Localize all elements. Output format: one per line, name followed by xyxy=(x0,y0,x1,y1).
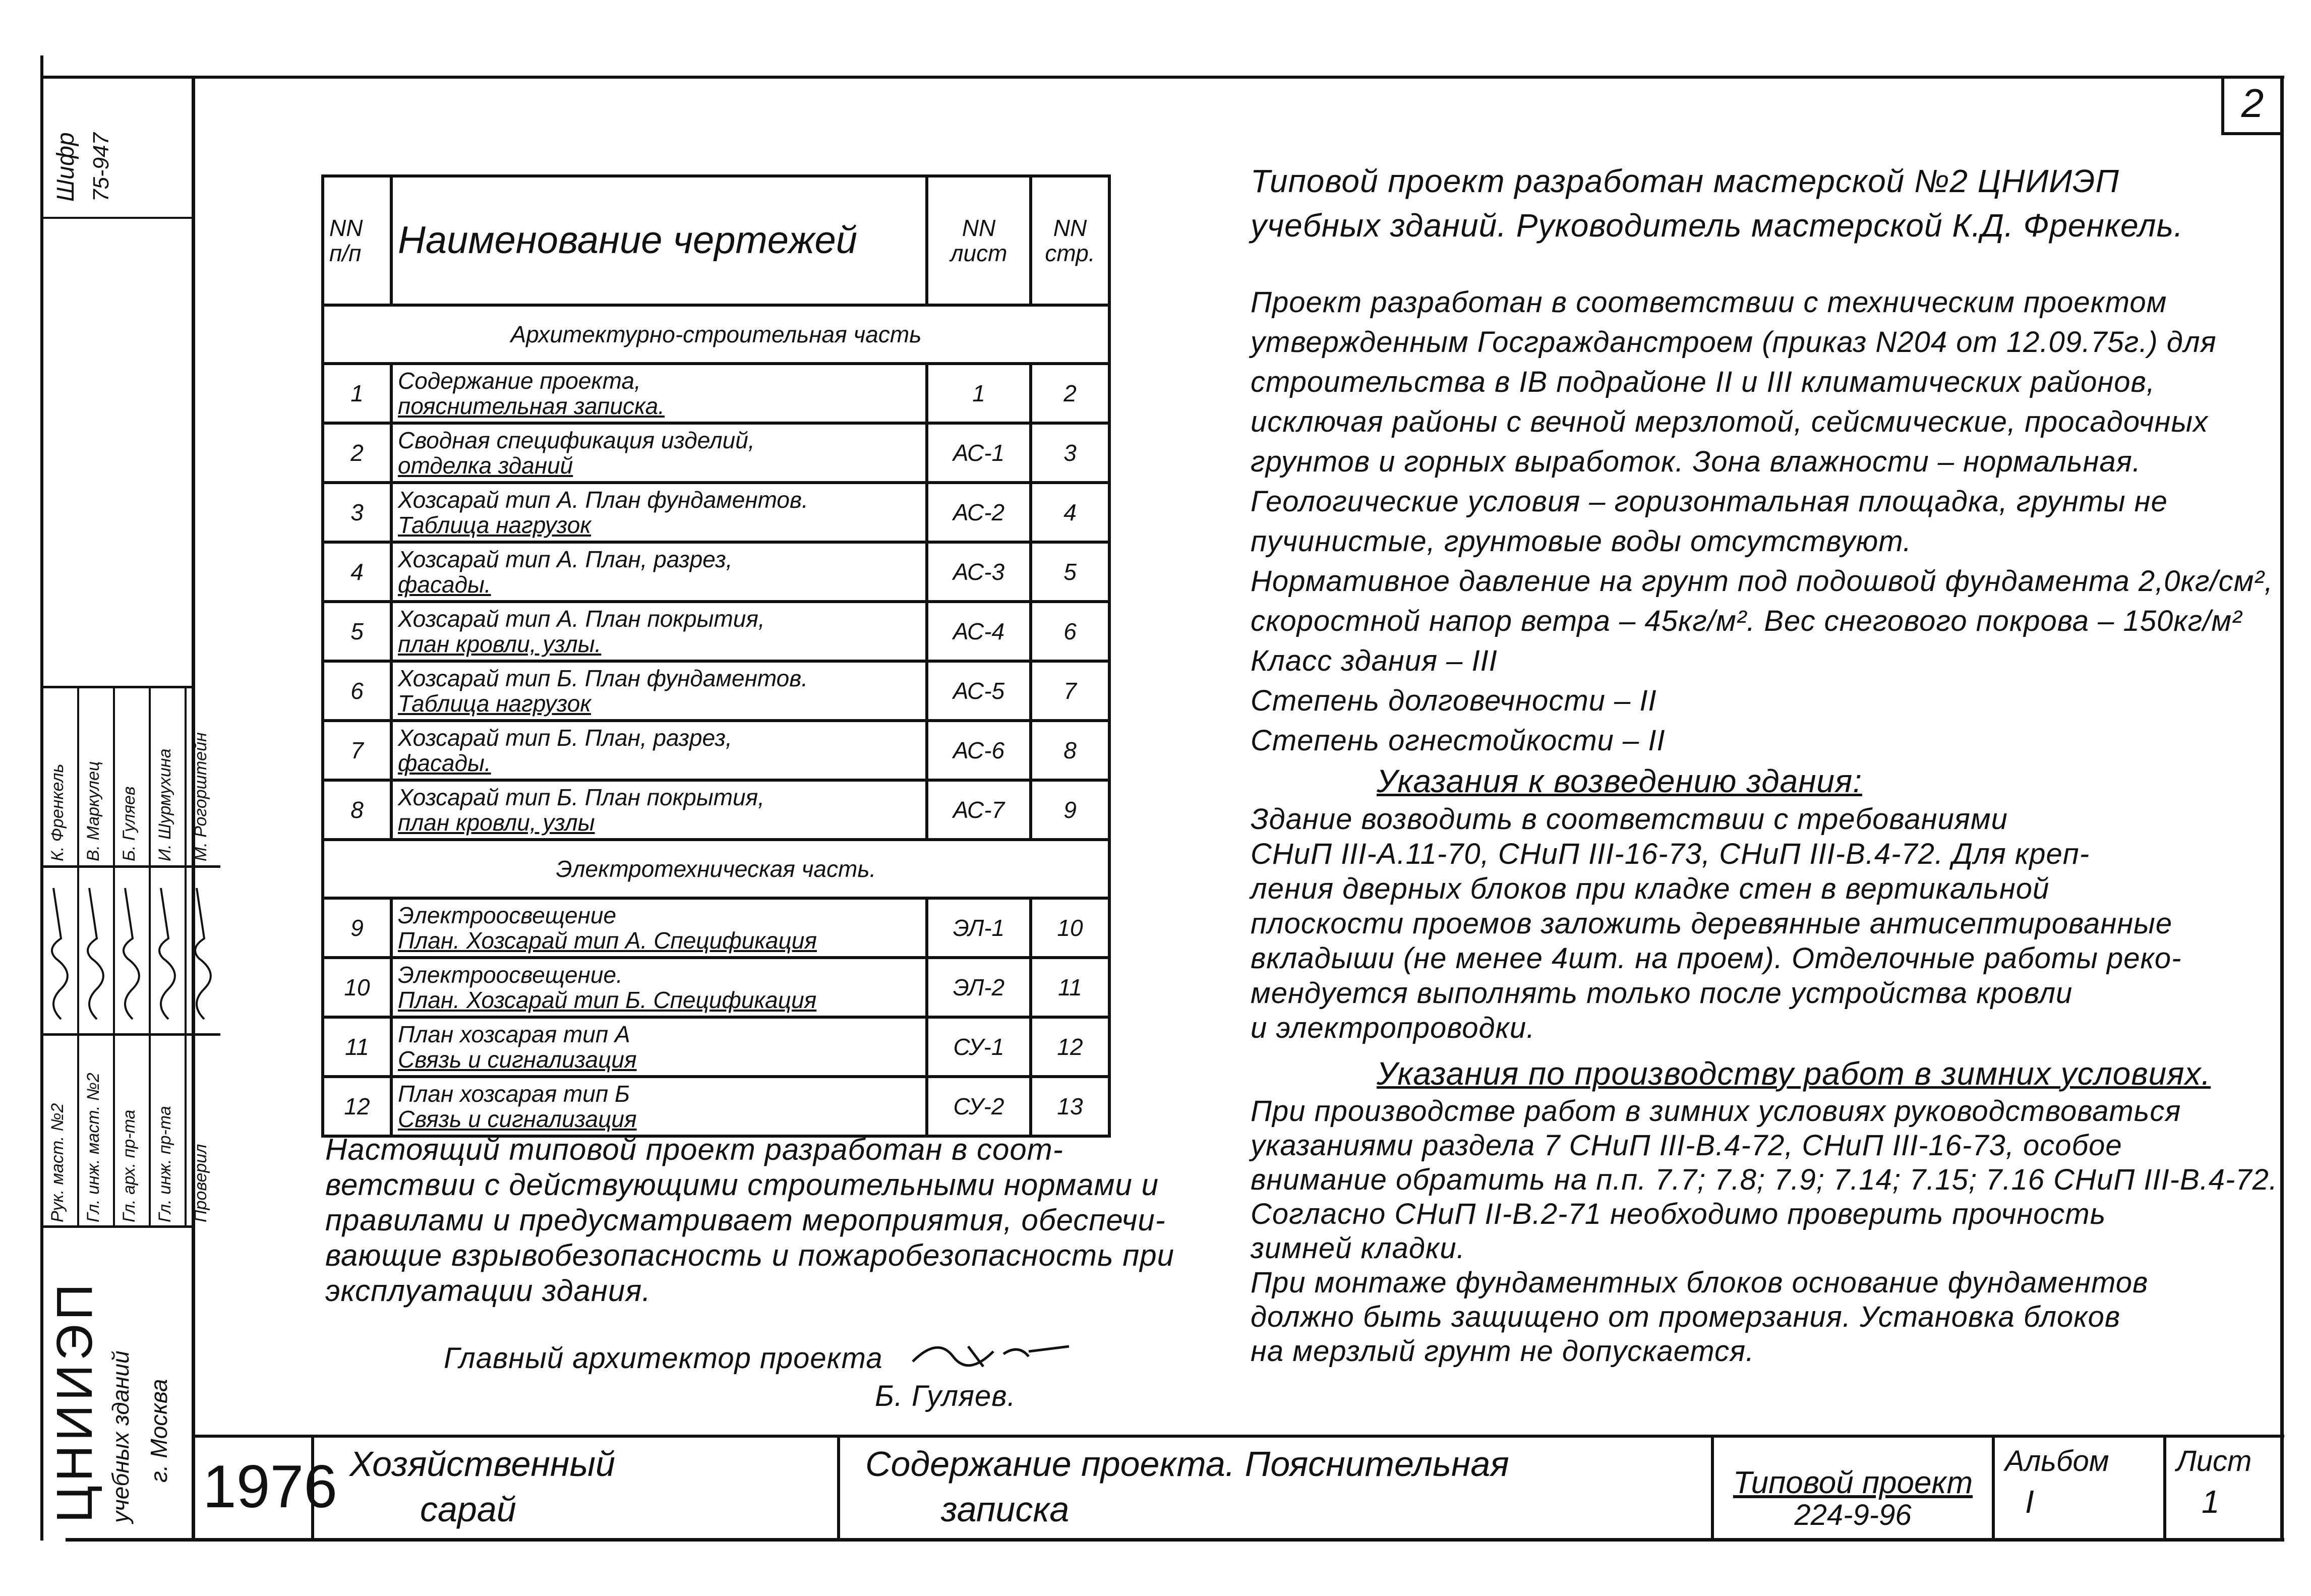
approval-row xyxy=(115,687,151,1226)
approval-role: Гл. инж. пр-та xyxy=(151,1033,185,1226)
text-line: исключая районы с вечной мерзлотой, сейсмические, просадочных xyxy=(1251,405,2209,438)
note-line: эксплуатации здания. xyxy=(325,1274,651,1308)
table-row xyxy=(323,423,1109,483)
tb-content xyxy=(837,1436,1711,1540)
project-author-text xyxy=(1251,159,2183,248)
row-number: 6 xyxy=(323,661,391,721)
text-line: и электропроводки. xyxy=(1251,1012,1535,1044)
note-line: правилами и предусматривает мероприятия, обеспечи- xyxy=(325,1203,1166,1237)
row-page: 4 xyxy=(1031,483,1109,542)
text-line: плоскости проемов заложить деревянные антисептированные xyxy=(1251,907,2173,940)
approval-row xyxy=(79,687,115,1226)
album-label: Альбом xyxy=(2005,1445,2109,1477)
row-name-line2: план кровли, узлы. xyxy=(398,631,602,657)
row-name-line1: Хозсарай тип А. План фундаментов. xyxy=(398,487,808,513)
row-sheet: ЭЛ-2 xyxy=(927,958,1031,1017)
heading-construction: Указания к возведению здания: xyxy=(1377,763,1862,799)
table-section-row xyxy=(323,840,1109,898)
note-line: Настоящий типовой проект разработан в соот- xyxy=(325,1133,1063,1166)
org-name: ЦНИИЭП xyxy=(46,1280,103,1523)
approvals-stamp xyxy=(43,687,210,1226)
table-row xyxy=(323,1017,1109,1077)
construction-instructions xyxy=(1251,802,2181,1045)
row-name-line1: Хозсарай тип Б. План покрытия, xyxy=(398,784,764,810)
cipher-box xyxy=(43,81,190,212)
row-number: 2 xyxy=(323,423,391,483)
row-name xyxy=(391,958,927,1017)
table-row xyxy=(323,364,1109,423)
approval-role: Проверил xyxy=(187,1033,220,1226)
project-code: 224-9-96 xyxy=(1794,1499,1912,1531)
text-line: мендуется выполнять только после устройства кровли xyxy=(1251,977,2073,1010)
row-name xyxy=(391,780,927,840)
signature-icon xyxy=(79,865,113,1033)
note-line: ветствии с действующими строительными нормами и xyxy=(325,1168,1159,1202)
row-number: 11 xyxy=(323,1017,391,1077)
approval-name: М. Рогорштейн xyxy=(191,732,210,861)
row-page: 7 xyxy=(1031,661,1109,721)
table-row xyxy=(323,602,1109,661)
org-line2: учебных зданий xyxy=(107,1350,134,1523)
row-name xyxy=(391,483,927,542)
approval-role: Рук. маст. №2 xyxy=(43,1033,77,1226)
approval-name: Б. Гуляев xyxy=(120,786,139,861)
drawings-table xyxy=(321,174,1111,1138)
row-sheet: СУ-2 xyxy=(927,1077,1031,1136)
row-name-line1: План хозсарая тип А xyxy=(398,1021,630,1047)
row-name-line2: фасады. xyxy=(398,571,491,598)
text-line: Проект разработан в соответствии с техническим проектом xyxy=(1251,286,2167,319)
row-name-line2: план кровли, узлы xyxy=(398,809,595,836)
row-name-line1: Содержание проекта, xyxy=(398,368,641,394)
text-line: Геологические условия – горизонтальная площадка, грунты не xyxy=(1251,485,2168,518)
row-sheet: СУ-1 xyxy=(927,1017,1031,1077)
row-name-line1: План хозсарая тип Б xyxy=(398,1081,630,1107)
text-line: Нормативное давление на грунт под подошвой фундамента 2,0кг/см², xyxy=(1251,565,2273,598)
approval-role: Гл. арх. пр-та xyxy=(115,1033,149,1226)
text-line: на мерзлый грунт не допускается. xyxy=(1251,1335,1755,1368)
header-sheet: NN лист xyxy=(927,176,1031,305)
row-name xyxy=(391,542,927,602)
row-page: 11 xyxy=(1031,958,1109,1017)
frame-top xyxy=(40,76,2284,79)
table-row xyxy=(323,542,1109,602)
table-header xyxy=(323,176,1109,305)
approval-row xyxy=(187,687,220,1226)
row-name-line2: фасады. xyxy=(398,750,491,776)
content-line2: записка xyxy=(941,1490,1070,1529)
row-name-line1: Хозсарай тип Б. План фундаментов. xyxy=(398,665,808,691)
row-name-line1: Хозсарай тип Б. План, разрез, xyxy=(398,725,732,751)
text-line: грунтов и горных выработок. Зона влажности – нормальная. xyxy=(1251,445,2141,478)
content-line1: Содержание проекта. Пояснительная xyxy=(865,1444,1509,1484)
row-page: 6 xyxy=(1031,602,1109,661)
row-number: 12 xyxy=(323,1077,391,1136)
row-page: 13 xyxy=(1031,1077,1109,1136)
signature-icon xyxy=(43,865,77,1033)
row-sheet: АС-6 xyxy=(927,721,1031,780)
row-name-line2: пояснительная записка. xyxy=(398,393,665,419)
row-page: 5 xyxy=(1031,542,1109,602)
approval-row xyxy=(151,687,187,1226)
sheet-value: 1 xyxy=(2202,1484,2220,1520)
sheet-number-box xyxy=(2221,76,2281,135)
row-sheet: АС-2 xyxy=(927,483,1031,542)
chief-architect-label: Главный архитектор проекта xyxy=(444,1342,883,1375)
header-num: NN п/п xyxy=(323,176,391,305)
table-row xyxy=(323,780,1109,840)
approval-role: Гл. инж. маст. №2 xyxy=(79,1033,113,1226)
row-name xyxy=(391,898,927,958)
text-line: внимание обратить на п.п. 7.7; 7.8; 7.9; 7.14; 7.15; 7.16 СНиП III-В.4-72. xyxy=(1251,1163,2278,1196)
cipher-value: 75-947 xyxy=(89,132,113,202)
text-line: строительства в IВ подрайоне II и III климатических районов, xyxy=(1251,366,2155,398)
row-number: 4 xyxy=(323,542,391,602)
project-description xyxy=(1251,282,2273,760)
org-line3: г. Москва xyxy=(146,1379,172,1483)
row-page: 2 xyxy=(1031,364,1109,423)
row-sheet: АС-1 xyxy=(927,423,1031,483)
winter-instructions xyxy=(1251,1094,2278,1369)
table-row xyxy=(323,483,1109,542)
year: 1976 xyxy=(203,1453,337,1520)
text-line: Здание возводить в соответствии с требованиями xyxy=(1251,803,2008,836)
table-row xyxy=(323,721,1109,780)
approval-name: В. Маркулец xyxy=(84,761,103,861)
row-name-line2: Таблица нагрузок xyxy=(398,690,591,717)
org-block xyxy=(43,1225,193,1538)
table-row xyxy=(323,1077,1109,1136)
row-sheet: АС-4 xyxy=(927,602,1031,661)
table-section-row xyxy=(323,305,1109,364)
text-line: Степень огнестойкости – II xyxy=(1251,724,1666,757)
text-line: При монтаже фундаментных блоков основание фундаментов xyxy=(1251,1266,2149,1299)
approval-row xyxy=(43,687,79,1226)
tb-year xyxy=(193,1436,337,1540)
row-number: 8 xyxy=(323,780,391,840)
cipher-divider xyxy=(43,217,193,219)
row-name-line2: План. Хозсарай тип А. Спецификация xyxy=(398,927,817,954)
section-title: Электротехническая часть. xyxy=(323,840,1109,898)
row-name xyxy=(391,1017,927,1077)
title-line: Типовой проект разработан мастерской №2 ЦНИИЭП xyxy=(1251,163,2119,199)
row-name-line1: Электроосвещение xyxy=(398,902,617,928)
table-row xyxy=(323,661,1109,721)
text-line: Класс здания – III xyxy=(1251,644,1498,677)
title-line: учебных зданий. Руководитель мастерской К.Д. Френкель. xyxy=(1251,207,2183,244)
row-name-line2: отделка зданий xyxy=(398,452,573,479)
text-line: пучинистые, грунтовые воды отсутствуют. xyxy=(1251,525,1912,558)
signature-icon xyxy=(151,865,185,1033)
text-line: ления дверных блоков при кладке стен в вертикальной xyxy=(1251,872,2050,905)
text-line: указаниями раздела 7 СНиП III-В.4-72, СНиП III-16-73, особое xyxy=(1251,1129,2122,1162)
row-number: 5 xyxy=(323,602,391,661)
table-row xyxy=(323,898,1109,958)
sheet-label: Лист xyxy=(2176,1445,2252,1477)
signature-icon xyxy=(115,865,149,1033)
row-sheet: АС-3 xyxy=(927,542,1031,602)
text-line: СНиП III-А.11-70, СНиП III-16-73, СНиП III-В.4-72. Для креп- xyxy=(1251,838,2090,870)
header-name: Наименование чертежей xyxy=(391,176,927,305)
row-name xyxy=(391,1077,927,1136)
project-label: Типовой проект xyxy=(1733,1465,1973,1500)
text-line: вкладыши (не менее 4шт. на проем). Отделочные работы реко- xyxy=(1251,942,2182,975)
text-line: скоростной напор ветра – 45кг/м². Вес снегового покрова – 150кг/м² xyxy=(1251,605,2242,637)
tb-object xyxy=(311,1436,837,1540)
row-sheet: 1 xyxy=(927,364,1031,423)
row-page: 10 xyxy=(1031,898,1109,958)
signature-icon xyxy=(187,865,220,1033)
row-name xyxy=(391,661,927,721)
row-name-line2: Связь и сигнализация xyxy=(398,1106,637,1132)
row-name xyxy=(391,721,927,780)
row-page: 3 xyxy=(1031,423,1109,483)
row-name xyxy=(391,602,927,661)
row-page: 8 xyxy=(1031,721,1109,780)
row-number: 1 xyxy=(323,364,391,423)
object-line1: Хозяйственный xyxy=(349,1444,615,1484)
row-number: 7 xyxy=(323,721,391,780)
row-name-line2: Таблица нагрузок xyxy=(398,512,591,538)
text-line: зимней кладки. xyxy=(1251,1232,1465,1265)
row-number: 3 xyxy=(323,483,391,542)
chief-architect-name: Б. Гуляев. xyxy=(875,1380,1016,1412)
text-line: Степень долговечности – II xyxy=(1251,684,1657,717)
row-page: 9 xyxy=(1031,780,1109,840)
row-name-line1: Хозсарай тип А. План покрытия, xyxy=(398,606,765,632)
section-title: Архитектурно-строительная часть xyxy=(323,305,1109,364)
text-line: Согласно СНиП II-В.2-71 необходимо проверить прочность xyxy=(1251,1198,2106,1230)
frame-right xyxy=(2280,76,2284,1541)
table-row xyxy=(323,958,1109,1017)
general-note xyxy=(325,1132,1174,1309)
sheet-number: 2 xyxy=(2241,81,2264,126)
row-name-line1: Хозсарай тип А. План, разрез, xyxy=(398,546,733,572)
text-line: При производстве работ в зимних условиях руководствоваться xyxy=(1251,1095,2181,1128)
object-line2: сарай xyxy=(420,1490,516,1529)
row-sheet: АС-7 xyxy=(927,780,1031,840)
cipher-label: Шифр xyxy=(52,132,79,202)
row-name-line1: Сводная спецификация изделий, xyxy=(398,427,755,453)
row-name-line2: Связь и сигнализация xyxy=(398,1046,637,1073)
row-sheet: АС-5 xyxy=(927,661,1031,721)
note-line: вающие взрывобезопасность и пожаробезопасность при xyxy=(325,1238,1175,1272)
row-name xyxy=(391,423,927,483)
tb-sheet xyxy=(2163,1436,2282,1540)
row-name-line2: План. Хозсарай тип Б. Спецификация xyxy=(398,987,817,1013)
row-number: 10 xyxy=(323,958,391,1017)
row-name xyxy=(391,364,927,423)
header-page: NN стр. xyxy=(1031,176,1109,305)
heading-winter: Указания по производству работ в зимних условиях. xyxy=(1377,1055,2211,1092)
signature-icon xyxy=(908,1331,1074,1377)
row-name-line1: Электроосвещение. xyxy=(398,962,623,988)
row-sheet: ЭЛ-1 xyxy=(927,898,1031,958)
approval-name: И. Шурмухина xyxy=(155,748,174,861)
tb-project xyxy=(1711,1436,1992,1540)
album-value: I xyxy=(2025,1484,2034,1520)
text-line: утвержденным Госгражданстроем (приказ N204 от 12.09.75г.) для xyxy=(1251,326,2217,359)
tb-album xyxy=(1992,1436,2163,1540)
row-number: 9 xyxy=(323,898,391,958)
text-line: должно быть защищено от промерзания. Установка блоков xyxy=(1251,1301,2121,1333)
row-page: 12 xyxy=(1031,1017,1109,1077)
approval-name: К. Френкель xyxy=(48,763,67,861)
